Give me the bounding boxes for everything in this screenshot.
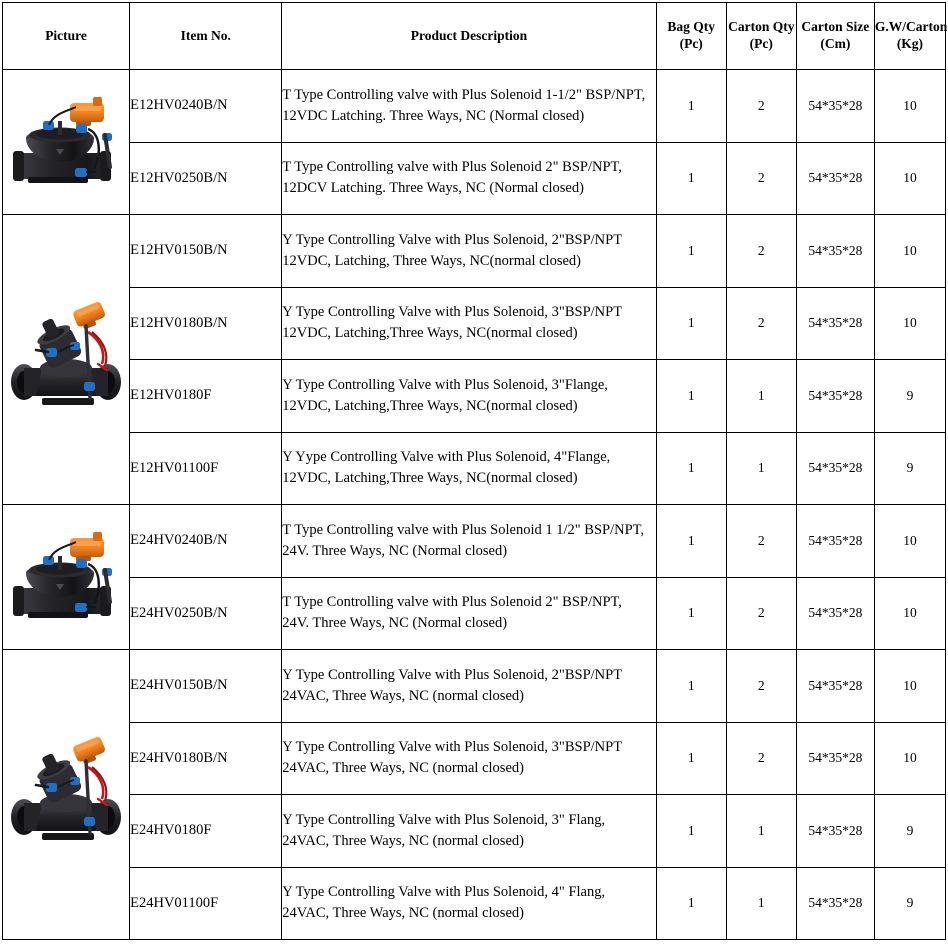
description-line-1: Y Type Controlling Valve with Plus Solenoid, 3"Flange, xyxy=(282,376,608,393)
table-row xyxy=(3,360,946,433)
product-description-cell xyxy=(282,360,656,433)
table-row xyxy=(3,505,946,578)
product-description-cell xyxy=(282,795,656,868)
picture-cell xyxy=(3,650,130,940)
description-line-2: 24V. Three Ways, NC (Normal closed) xyxy=(282,615,508,632)
description-line-2: 12VDC, Latching,Three Ways, NC(normal closed) xyxy=(282,397,578,414)
product-description-cell xyxy=(282,70,656,143)
table-row xyxy=(3,432,946,505)
description-line-2: 24VAC, Three Ways, NC (normal closed) xyxy=(282,687,524,704)
bag-qty-cell: 1 xyxy=(656,142,726,215)
description-line-2: 12VDC, Latching,Three Ways, NC(normal closed) xyxy=(282,470,578,487)
carton-qty-cell: 2 xyxy=(726,70,796,143)
header-row xyxy=(3,3,946,70)
description-line-1: T Type Controlling valve with Plus Solenoid 2" BSP/NPT, xyxy=(282,159,622,176)
table-row xyxy=(3,142,946,215)
table-row xyxy=(3,70,946,143)
description-line-1: Y Type Controlling Valve with Plus Solenoid, 3"BSP/NPT xyxy=(282,304,623,321)
bag-qty-cell: 1 xyxy=(656,505,726,578)
column-header-product-description-label: Product Description xyxy=(410,27,528,43)
column-header-product-description xyxy=(282,3,656,70)
description-line-1: Y Type Controlling Valve with Plus Solenoid, 3"BSP/NPT xyxy=(282,739,623,756)
description-line-2: 12DCV Latching. Three Ways, NC (Normal closed) xyxy=(282,180,584,197)
product-description-cell xyxy=(282,287,656,360)
bag-qty-cell: 1 xyxy=(656,215,726,288)
item-no-cell: E24HV01100F xyxy=(130,867,282,940)
carton-size-cell: 54*35*28 xyxy=(796,722,874,795)
item-no-cell: E24HV0250B/N xyxy=(130,577,282,650)
column-header-carton-size xyxy=(796,3,874,70)
bag-qty-cell: 1 xyxy=(656,70,726,143)
table-row xyxy=(3,722,946,795)
description-line-2: 12VDC Latching. Three Ways, NC (Normal closed) xyxy=(282,107,585,124)
description-line-2: 12VDC, Latching,Three Ways, NC(normal closed) xyxy=(282,325,578,342)
carton-qty-cell: 1 xyxy=(726,432,796,505)
carton-qty-cell: 2 xyxy=(726,142,796,215)
item-no-cell: E12HV0250B/N xyxy=(130,142,282,215)
item-no-cell: E24HV0150B/N xyxy=(130,650,282,723)
description-line-1: T Type Controlling valve with Plus Solenoid 1-1/2" BSP/NPT, xyxy=(282,86,646,103)
gw-carton-cell: 10 xyxy=(874,287,945,360)
product-description-cell xyxy=(282,722,656,795)
carton-qty-cell: 1 xyxy=(726,867,796,940)
carton-qty-cell: 2 xyxy=(726,722,796,795)
table-row xyxy=(3,795,946,868)
gw-carton-cell: 10 xyxy=(874,650,945,723)
description-line-2: 24VAC, Three Ways, NC (normal closed) xyxy=(282,905,524,922)
table-row xyxy=(3,867,946,940)
bag-qty-cell: 1 xyxy=(656,722,726,795)
description-line-2: 24VAC, Three Ways, NC (normal closed) xyxy=(282,832,524,849)
column-header-item-no xyxy=(130,3,282,70)
gw-carton-cell: 9 xyxy=(874,795,945,868)
item-no-cell: E24HV0240B/N xyxy=(130,505,282,578)
gw-carton-cell: 10 xyxy=(874,505,945,578)
bag-qty-cell: 1 xyxy=(656,360,726,433)
product-description-cell xyxy=(282,142,656,215)
item-no-cell: E12HV0180F xyxy=(130,360,282,433)
carton-qty-cell: 1 xyxy=(726,795,796,868)
column-header-carton-qty xyxy=(726,3,796,70)
carton-size-cell: 54*35*28 xyxy=(796,505,874,578)
product-specification-table xyxy=(2,2,946,940)
description-line-1: T Type Controlling valve with Plus Solenoid 1 1/2" BSP/NPT, xyxy=(282,521,645,538)
carton-size-cell: 54*35*28 xyxy=(796,360,874,433)
gw-carton-cell: 9 xyxy=(874,432,945,505)
gw-carton-cell: 9 xyxy=(874,360,945,433)
carton-size-cell: 54*35*28 xyxy=(796,867,874,940)
picture-cell xyxy=(3,70,130,215)
carton-size-cell: 54*35*28 xyxy=(796,432,874,505)
item-no-cell: E12HV0240B/N xyxy=(130,70,282,143)
carton-qty-cell: 2 xyxy=(726,577,796,650)
carton-size-cell: 54*35*28 xyxy=(796,142,874,215)
table-row xyxy=(3,215,946,288)
product-description-cell xyxy=(282,505,656,578)
table-row xyxy=(3,287,946,360)
gw-carton-cell: 10 xyxy=(874,722,945,795)
carton-qty-cell: 2 xyxy=(726,287,796,360)
bag-qty-cell: 1 xyxy=(656,432,726,505)
column-header-carton-qty-label: Carton Qty xyxy=(728,19,795,35)
column-header-carton-size-label: Carton Size xyxy=(801,19,870,35)
t-type-valve-product-image xyxy=(3,518,129,636)
carton-qty-cell: 2 xyxy=(726,215,796,288)
carton-size-cell: 54*35*28 xyxy=(796,70,874,143)
bag-qty-cell: 1 xyxy=(656,795,726,868)
table-body xyxy=(3,70,946,940)
description-line-1: Y Yype Controlling Valve with Plus Solenoid, 4"Flange, xyxy=(282,449,611,466)
y-type-valve-product-image xyxy=(3,298,129,422)
table-row xyxy=(3,577,946,650)
carton-size-cell: 54*35*28 xyxy=(796,287,874,360)
column-header-bag-qty-unit: (Pc) xyxy=(679,36,703,51)
description-line-2: 24VAC, Three Ways, NC (normal closed) xyxy=(282,760,524,777)
gw-carton-cell: 10 xyxy=(874,577,945,650)
item-no-cell: E24HV0180F xyxy=(130,795,282,868)
bag-qty-cell: 1 xyxy=(656,650,726,723)
carton-qty-cell: 1 xyxy=(726,360,796,433)
description-line-1: T Type Controlling valve with Plus Solenoid 2" BSP/NPT, xyxy=(282,594,622,611)
item-no-cell: E12HV0180B/N xyxy=(130,287,282,360)
description-line-1: Y Type Controlling Valve with Plus Solenoid, 4" Flang, xyxy=(282,884,606,901)
column-header-carton-qty-unit: (Pc) xyxy=(749,36,773,51)
table-row xyxy=(3,650,946,723)
t-type-valve-product-image xyxy=(3,83,129,201)
description-line-1: Y Type Controlling Valve with Plus Solenoid, 3" Flang, xyxy=(282,811,606,828)
product-description-cell xyxy=(282,577,656,650)
description-line-1: Y Type Controlling Valve with Plus Solenoid, 2"BSP/NPT xyxy=(282,231,623,248)
y-type-valve-product-image xyxy=(3,733,129,857)
column-header-bag-qty xyxy=(656,3,726,70)
gw-carton-cell: 10 xyxy=(874,142,945,215)
column-header-bag-qty-label: Bag Qty xyxy=(667,19,716,35)
carton-size-cell: 54*35*28 xyxy=(796,215,874,288)
carton-size-cell: 54*35*28 xyxy=(796,795,874,868)
product-description-cell xyxy=(282,867,656,940)
column-header-carton-size-unit: (Cm) xyxy=(820,36,851,51)
description-line-2: 24V. Three Ways, NC (Normal closed) xyxy=(282,542,508,559)
carton-size-cell: 54*35*28 xyxy=(796,650,874,723)
description-line-2: 12VDC, Latching, Three Ways, NC(normal closed) xyxy=(282,252,581,269)
product-description-cell xyxy=(282,432,656,505)
gw-carton-cell: 9 xyxy=(874,867,945,940)
item-no-cell: E12HV0150B/N xyxy=(130,215,282,288)
carton-size-cell: 54*35*28 xyxy=(796,577,874,650)
column-header-gw-carton-unit: (Kg) xyxy=(896,36,924,51)
column-header-gw-carton xyxy=(874,3,948,70)
gw-carton-cell: 10 xyxy=(874,215,945,288)
column-header-picture xyxy=(3,3,130,70)
carton-qty-cell: 2 xyxy=(726,505,796,578)
item-no-cell: E12HV01100F xyxy=(130,432,282,505)
product-description-cell xyxy=(282,650,656,723)
bag-qty-cell: 1 xyxy=(656,867,726,940)
table-header xyxy=(3,3,946,70)
picture-cell xyxy=(3,505,130,650)
column-header-item-no-label: Item No. xyxy=(180,27,231,43)
column-header-picture-label: Picture xyxy=(45,27,87,43)
column-header-gw-carton-label: G.W/Carton xyxy=(874,19,948,35)
picture-cell xyxy=(3,215,130,505)
description-line-1: Y Type Controlling Valve with Plus Solenoid, 2"BSP/NPT xyxy=(282,666,623,683)
product-description-cell xyxy=(282,215,656,288)
gw-carton-cell: 10 xyxy=(874,70,945,143)
bag-qty-cell: 1 xyxy=(656,287,726,360)
carton-qty-cell: 2 xyxy=(726,650,796,723)
item-no-cell: E24HV0180B/N xyxy=(130,722,282,795)
bag-qty-cell: 1 xyxy=(656,577,726,650)
